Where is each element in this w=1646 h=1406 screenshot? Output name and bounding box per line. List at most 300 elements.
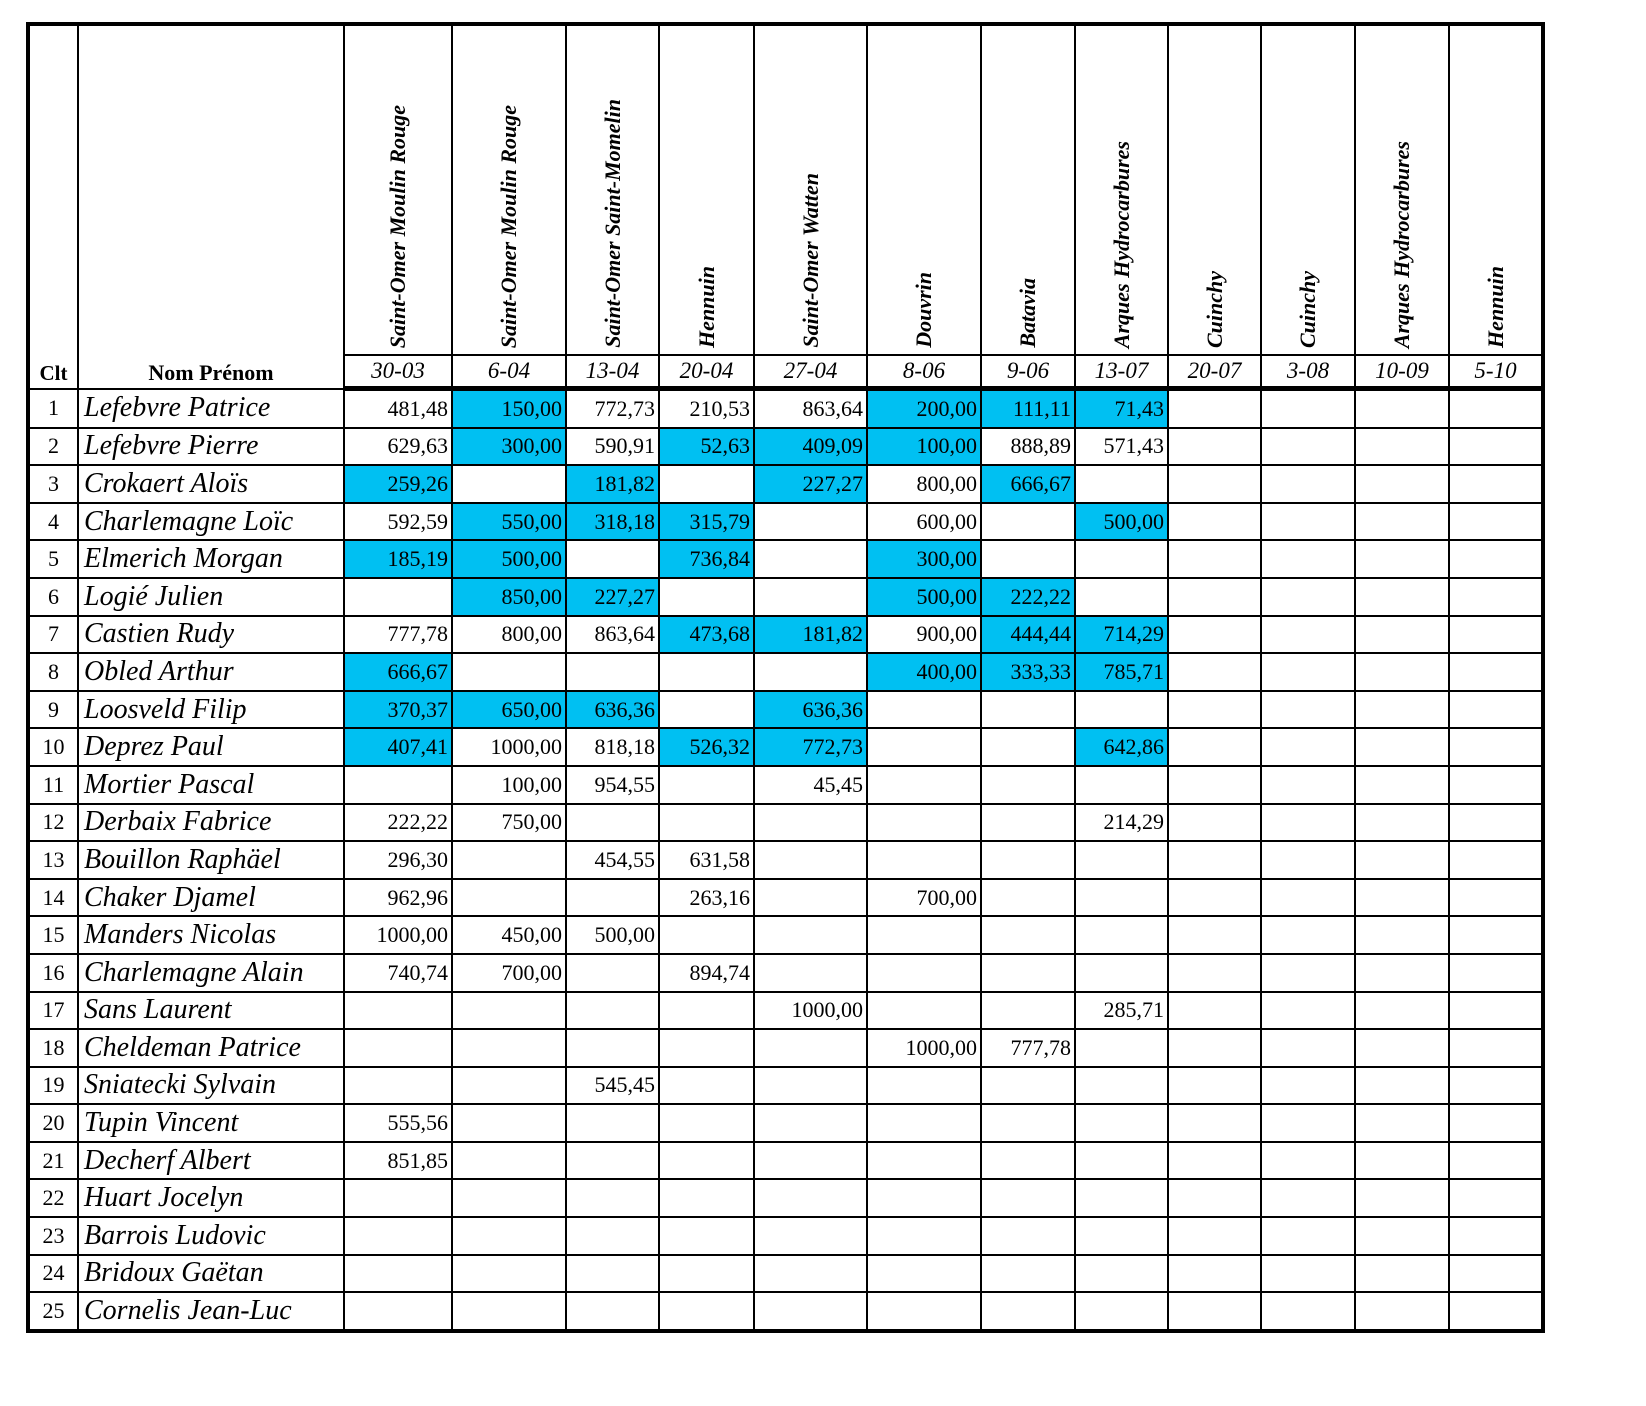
- score-cell: [659, 1067, 754, 1105]
- score-cell: [1355, 616, 1449, 654]
- rank-cell: 18: [28, 1029, 78, 1067]
- score-cell: 210,53: [659, 389, 754, 428]
- score-cell: 772,73: [566, 389, 659, 428]
- score-cell-highlighted: 850,00: [452, 578, 566, 616]
- score-cell: 800,00: [867, 465, 981, 503]
- rank-cell: 23: [28, 1217, 78, 1255]
- score-cell-highlighted: 772,73: [754, 728, 867, 766]
- score-cell: [566, 1104, 659, 1142]
- score-cell: [452, 1217, 566, 1255]
- table-row: [28, 992, 1543, 1030]
- rank-cell: 20: [28, 1104, 78, 1142]
- score-cell: [566, 1217, 659, 1255]
- score-cell-highlighted: 400,00: [867, 653, 981, 691]
- score-cell: [867, 1067, 981, 1105]
- score-cell: [566, 540, 659, 578]
- table-row: [28, 1179, 1543, 1217]
- score-cell-highlighted: 111,11: [981, 389, 1075, 428]
- score-cell: 481,48: [344, 389, 452, 428]
- score-cell-highlighted: 550,00: [452, 503, 566, 541]
- score-cell: [1261, 389, 1355, 428]
- score-cell: [659, 992, 754, 1030]
- score-cell: 545,45: [566, 1067, 659, 1105]
- table-row: [28, 428, 1543, 466]
- score-cell: [981, 1255, 1075, 1293]
- rank-cell: 8: [28, 653, 78, 691]
- score-cell: [1168, 804, 1261, 842]
- race-venue-label: Cuinchy: [1201, 270, 1227, 348]
- rank-cell: 11: [28, 766, 78, 804]
- race-venue-label: Batavia: [1015, 278, 1040, 348]
- score-cell: [1261, 1255, 1355, 1293]
- name-cell: Charlemagne Loïc: [78, 503, 344, 541]
- score-cell: [452, 653, 566, 691]
- score-cell: [981, 1217, 1075, 1255]
- name-cell: Decherf Albert: [78, 1142, 344, 1180]
- rank-cell: 3: [28, 465, 78, 503]
- score-cell: 800,00: [452, 616, 566, 654]
- score-cell: [344, 1217, 452, 1255]
- score-cell: [1168, 1029, 1261, 1067]
- score-cell: [1449, 1292, 1543, 1331]
- table-row: [28, 1255, 1543, 1293]
- table-row: [28, 616, 1543, 654]
- score-cell-highlighted: 473,68: [659, 616, 754, 654]
- score-cell: [981, 728, 1075, 766]
- score-cell: 629,63: [344, 428, 452, 466]
- rank-cell: 12: [28, 804, 78, 842]
- score-cell: [1075, 879, 1168, 917]
- score-cell-highlighted: 526,32: [659, 728, 754, 766]
- table-row: [28, 578, 1543, 616]
- score-cell: [452, 992, 566, 1030]
- score-cell: [1355, 804, 1449, 842]
- score-cell-highlighted: 409,09: [754, 428, 867, 466]
- score-cell: [1355, 766, 1449, 804]
- table-row: [28, 954, 1543, 992]
- score-cell: [1075, 1029, 1168, 1067]
- score-cell: 1000,00: [344, 916, 452, 954]
- score-cell: [1168, 465, 1261, 503]
- score-cell-highlighted: 227,27: [566, 578, 659, 616]
- score-cell: [981, 954, 1075, 992]
- score-cell: [1449, 1179, 1543, 1217]
- score-cell: [867, 1104, 981, 1142]
- score-cell: 631,58: [659, 841, 754, 879]
- rank-cell: 14: [28, 879, 78, 917]
- name-cell: Manders Nicolas: [78, 916, 344, 954]
- score-cell: [1449, 1217, 1543, 1255]
- score-cell-highlighted: 636,36: [566, 691, 659, 729]
- score-cell: [1075, 1104, 1168, 1142]
- score-cell: [1168, 1142, 1261, 1180]
- name-cell: Castien Rudy: [78, 616, 344, 654]
- score-cell: [867, 1142, 981, 1180]
- score-cell: [566, 992, 659, 1030]
- rank-cell: 15: [28, 916, 78, 954]
- table-row: [28, 691, 1543, 729]
- score-cell: 1000,00: [452, 728, 566, 766]
- score-cell: [1261, 653, 1355, 691]
- score-cell: [344, 1067, 452, 1105]
- score-cell: [566, 1142, 659, 1180]
- score-cell: [344, 1292, 452, 1331]
- score-cell-highlighted: 500,00: [1075, 503, 1168, 541]
- score-cell: 740,74: [344, 954, 452, 992]
- score-cell: [981, 1179, 1075, 1217]
- score-cell-highlighted: 650,00: [452, 691, 566, 729]
- race-date-header: 3-08: [1261, 355, 1355, 389]
- score-cell: [1355, 879, 1449, 917]
- score-cell: [1449, 1067, 1543, 1105]
- name-cell: Cornelis Jean-Luc: [78, 1292, 344, 1331]
- score-cell: [1261, 691, 1355, 729]
- race-date-header: 6-04: [452, 355, 566, 389]
- score-cell: [566, 1029, 659, 1067]
- score-cell: [1449, 540, 1543, 578]
- race-venue-header: [867, 24, 981, 355]
- score-cell: [1168, 841, 1261, 879]
- score-cell: [1168, 992, 1261, 1030]
- score-cell-highlighted: 227,27: [754, 465, 867, 503]
- score-cell: [754, 578, 867, 616]
- race-date-header: 30-03: [344, 355, 452, 389]
- score-cell: [754, 954, 867, 992]
- score-cell: [659, 1179, 754, 1217]
- score-cell: 571,43: [1075, 428, 1168, 466]
- score-cell: [1261, 616, 1355, 654]
- score-cell: [1355, 428, 1449, 466]
- score-cell: [1261, 916, 1355, 954]
- score-cell: 962,96: [344, 879, 452, 917]
- score-cell: [1355, 503, 1449, 541]
- table-header: [28, 24, 1543, 389]
- rank-cell: 19: [28, 1067, 78, 1105]
- score-cell: [566, 653, 659, 691]
- score-cell: [754, 1029, 867, 1067]
- score-cell: [754, 540, 867, 578]
- score-cell: 454,55: [566, 841, 659, 879]
- score-cell: 888,89: [981, 428, 1075, 466]
- name-cell: Barrois Ludovic: [78, 1217, 344, 1255]
- score-cell: [566, 879, 659, 917]
- score-cell: [1075, 578, 1168, 616]
- name-cell: Logié Julien: [78, 578, 344, 616]
- score-cell: [1168, 1104, 1261, 1142]
- score-cell: [1449, 954, 1543, 992]
- score-cell-highlighted: 185,19: [344, 540, 452, 578]
- score-cell: [1168, 1067, 1261, 1105]
- score-cell: [1261, 465, 1355, 503]
- score-cell-highlighted: 259,26: [344, 465, 452, 503]
- race-date-header: 20-04: [659, 355, 754, 389]
- score-cell: [344, 1029, 452, 1067]
- score-cell: [1168, 879, 1261, 917]
- score-cell: [1168, 1292, 1261, 1331]
- score-cell: [659, 1104, 754, 1142]
- score-cell: 590,91: [566, 428, 659, 466]
- race-venue-header: [659, 24, 754, 355]
- score-cell-highlighted: 71,43: [1075, 389, 1168, 428]
- score-cell: [659, 916, 754, 954]
- score-cell: [1261, 728, 1355, 766]
- rank-cell: 25: [28, 1292, 78, 1331]
- score-cell: [1168, 916, 1261, 954]
- score-cell: [1168, 540, 1261, 578]
- name-cell: Derbaix Fabrice: [78, 804, 344, 842]
- rank-cell: 13: [28, 841, 78, 879]
- race-venue-label: Saint-Omer Saint-Momelin: [599, 99, 625, 348]
- table-row: [28, 804, 1543, 842]
- race-venue-header: [344, 24, 452, 355]
- score-cell: [1355, 389, 1449, 428]
- score-cell: [659, 766, 754, 804]
- score-cell-highlighted: 181,82: [566, 465, 659, 503]
- score-cell: 1000,00: [867, 1029, 981, 1067]
- score-cell: 851,85: [344, 1142, 452, 1180]
- score-cell: [566, 1255, 659, 1293]
- score-cell: [1075, 1292, 1168, 1331]
- score-cell-highlighted: 200,00: [867, 389, 981, 428]
- score-cell: [452, 1292, 566, 1331]
- score-cell: [1168, 691, 1261, 729]
- score-cell: [1261, 1142, 1355, 1180]
- rank-cell: 6: [28, 578, 78, 616]
- score-cell: [1261, 954, 1355, 992]
- name-cell: Lefebvre Patrice: [78, 389, 344, 428]
- name-cell: Loosveld Filip: [78, 691, 344, 729]
- score-cell: [1075, 465, 1168, 503]
- score-cell: [659, 578, 754, 616]
- score-cell: [452, 879, 566, 917]
- name-cell: Obled Arthur: [78, 653, 344, 691]
- score-cell: [754, 1217, 867, 1255]
- score-cell: 900,00: [867, 616, 981, 654]
- score-cell: [1168, 428, 1261, 466]
- score-cell-highlighted: 150,00: [452, 389, 566, 428]
- rank-cell: 24: [28, 1255, 78, 1293]
- score-cell-highlighted: 222,22: [981, 578, 1075, 616]
- score-cell: [452, 1104, 566, 1142]
- score-cell: 863,64: [566, 616, 659, 654]
- score-cell-highlighted: 300,00: [452, 428, 566, 466]
- score-cell: [1168, 766, 1261, 804]
- score-cell: [1075, 1142, 1168, 1180]
- score-cell: [1168, 503, 1261, 541]
- score-cell: [1355, 691, 1449, 729]
- score-cell: [754, 804, 867, 842]
- score-cell: [1355, 916, 1449, 954]
- score-cell: [754, 1104, 867, 1142]
- score-cell: [1449, 691, 1543, 729]
- rank-cell: 2: [28, 428, 78, 466]
- score-cell-highlighted: 333,33: [981, 653, 1075, 691]
- score-cell: [754, 1067, 867, 1105]
- score-cell: [754, 1255, 867, 1293]
- score-cell-highlighted: 300,00: [867, 540, 981, 578]
- rank-cell: 4: [28, 503, 78, 541]
- race-venue-header: [1075, 24, 1168, 355]
- name-cell: Elmerich Morgan: [78, 540, 344, 578]
- score-cell: [344, 1179, 452, 1217]
- score-cell: [981, 804, 1075, 842]
- score-cell: [1355, 728, 1449, 766]
- score-cell: [659, 1142, 754, 1180]
- score-cell: 263,16: [659, 879, 754, 917]
- score-cell-highlighted: 100,00: [867, 428, 981, 466]
- table-row: [28, 1029, 1543, 1067]
- score-cell: [452, 1029, 566, 1067]
- table-body: [28, 389, 1543, 1331]
- race-venue-header: [754, 24, 867, 355]
- score-cell: [659, 653, 754, 691]
- score-cell: [659, 1255, 754, 1293]
- score-cell: [452, 465, 566, 503]
- name-cell: Cheldeman Patrice: [78, 1029, 344, 1067]
- score-cell: 777,78: [981, 1029, 1075, 1067]
- score-cell: [566, 954, 659, 992]
- race-date-header: 8-06: [867, 355, 981, 389]
- score-cell: [1355, 841, 1449, 879]
- score-cell: [1261, 1067, 1355, 1105]
- race-date-header: 20-07: [1168, 355, 1261, 389]
- score-cell: [1355, 1029, 1449, 1067]
- race-venue-header: [981, 24, 1075, 355]
- score-cell: [1355, 1067, 1449, 1105]
- score-cell: [1168, 389, 1261, 428]
- table-row: [28, 540, 1543, 578]
- score-cell: [1168, 1255, 1261, 1293]
- table-row: [28, 728, 1543, 766]
- score-cell: [1075, 841, 1168, 879]
- score-cell: [344, 992, 452, 1030]
- score-cell: [1449, 389, 1543, 428]
- ranking-table: [26, 22, 1545, 1333]
- name-cell: Sans Laurent: [78, 992, 344, 1030]
- name-cell: Huart Jocelyn: [78, 1179, 344, 1217]
- score-cell: [1168, 578, 1261, 616]
- score-cell: 296,30: [344, 841, 452, 879]
- name-cell: Lefebvre Pierre: [78, 428, 344, 466]
- score-cell: [754, 1142, 867, 1180]
- score-cell-highlighted: 500,00: [867, 578, 981, 616]
- score-cell: [754, 653, 867, 691]
- score-cell: [867, 691, 981, 729]
- score-cell: [1355, 1142, 1449, 1180]
- table-row: [28, 465, 1543, 503]
- score-cell: [754, 841, 867, 879]
- score-cell: [1355, 1217, 1449, 1255]
- score-cell: [1168, 616, 1261, 654]
- score-cell: [867, 1179, 981, 1217]
- score-cell: 1000,00: [754, 992, 867, 1030]
- score-cell: [1449, 766, 1543, 804]
- name-cell: Charlemagne Alain: [78, 954, 344, 992]
- table-row: [28, 503, 1543, 541]
- score-cell: [1168, 728, 1261, 766]
- name-column-header: Nom Prénom: [78, 24, 344, 389]
- table-row: [28, 1142, 1543, 1180]
- race-venue-label: Douvrin: [911, 272, 936, 348]
- score-cell: [981, 992, 1075, 1030]
- score-cell: [566, 804, 659, 842]
- score-cell-highlighted: 315,79: [659, 503, 754, 541]
- score-cell-highlighted: 318,18: [566, 503, 659, 541]
- race-date-header: 10-09: [1355, 355, 1449, 389]
- score-cell: [1261, 879, 1355, 917]
- score-cell: [1355, 578, 1449, 616]
- score-cell: [867, 1217, 981, 1255]
- score-cell: [1449, 653, 1543, 691]
- venue-header-row: [28, 24, 1543, 355]
- score-cell: [1261, 1292, 1355, 1331]
- score-cell: [1449, 992, 1543, 1030]
- score-cell: [1449, 879, 1543, 917]
- score-cell-highlighted: 714,29: [1075, 616, 1168, 654]
- table-row: [28, 1292, 1543, 1331]
- score-cell: [659, 691, 754, 729]
- score-cell-highlighted: 636,36: [754, 691, 867, 729]
- score-cell: 818,18: [566, 728, 659, 766]
- score-cell: 500,00: [566, 916, 659, 954]
- score-cell: [754, 1179, 867, 1217]
- table-row: [28, 1217, 1543, 1255]
- score-cell-highlighted: 642,86: [1075, 728, 1168, 766]
- score-cell: 592,59: [344, 503, 452, 541]
- score-cell: [981, 503, 1075, 541]
- score-cell: [659, 1029, 754, 1067]
- race-venue-header: [1168, 24, 1261, 355]
- score-cell: 863,64: [754, 389, 867, 428]
- score-cell: [1449, 578, 1543, 616]
- score-cell: 777,78: [344, 616, 452, 654]
- score-cell: [1261, 992, 1355, 1030]
- race-venue-label: Arques Hydrocarbures: [1108, 140, 1134, 348]
- score-cell: [452, 1142, 566, 1180]
- score-cell: [1449, 465, 1543, 503]
- score-cell: [981, 916, 1075, 954]
- race-date-header: 5-10: [1449, 355, 1543, 389]
- score-cell: [1355, 540, 1449, 578]
- rank-cell: 5: [28, 540, 78, 578]
- score-cell: [867, 728, 981, 766]
- score-cell: [867, 841, 981, 879]
- race-venue-label: Hennuin: [1482, 266, 1508, 348]
- name-cell: Tupin Vincent: [78, 1104, 344, 1142]
- score-cell: [452, 1255, 566, 1293]
- score-cell: [1449, 1029, 1543, 1067]
- name-cell: Mortier Pascal: [78, 766, 344, 804]
- score-cell: [344, 1255, 452, 1293]
- score-cell: [659, 1292, 754, 1331]
- score-cell: 100,00: [452, 766, 566, 804]
- rank-cell: 1: [28, 389, 78, 428]
- table-row: [28, 653, 1543, 691]
- score-cell-highlighted: 736,84: [659, 540, 754, 578]
- score-cell: [1075, 1255, 1168, 1293]
- name-cell: Bridoux Gaëtan: [78, 1255, 344, 1293]
- score-cell: [1261, 1179, 1355, 1217]
- score-cell: 954,55: [566, 766, 659, 804]
- race-venue-header: [1355, 24, 1449, 355]
- score-cell: [1168, 1179, 1261, 1217]
- name-cell: Sniatecki Sylvain: [78, 1067, 344, 1105]
- score-cell: [1261, 428, 1355, 466]
- score-cell: 285,71: [1075, 992, 1168, 1030]
- score-cell: [1261, 804, 1355, 842]
- score-cell: [566, 1179, 659, 1217]
- score-cell: [981, 540, 1075, 578]
